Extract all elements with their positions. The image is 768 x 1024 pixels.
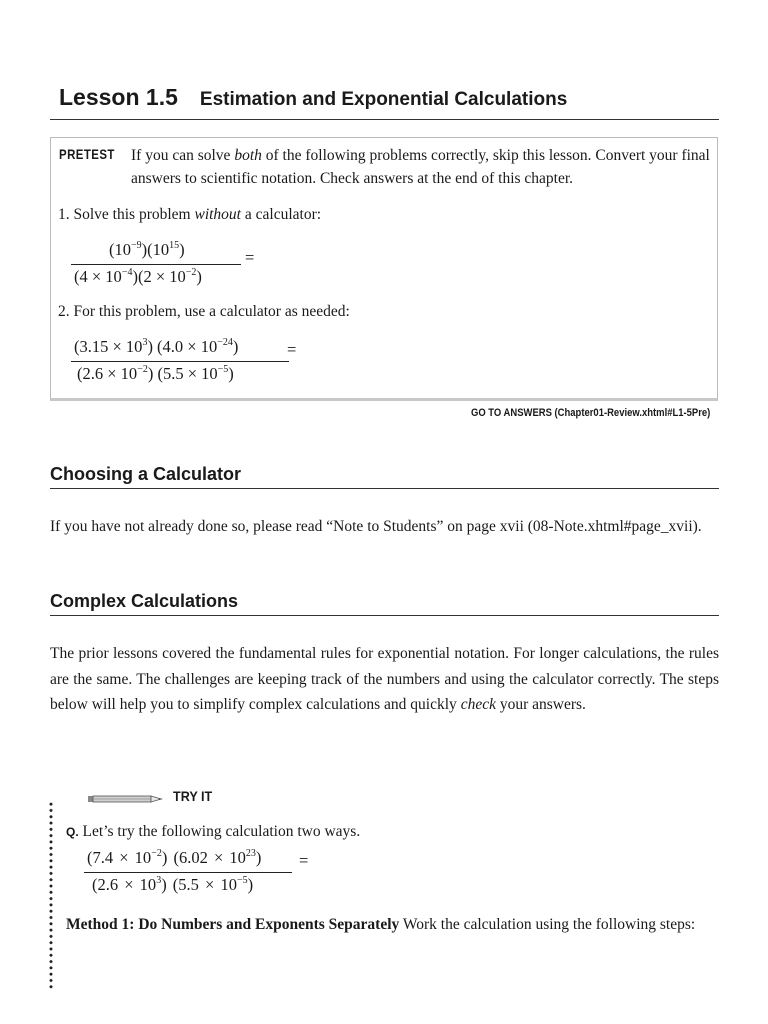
section-title-choosing: Choosing a Calculator bbox=[50, 464, 242, 484]
pretest-intro: If you can solve both of the following problems correctly, skip this lesson. Convert your final answers to scientific notation. Check answers at the end of this chapter. bbox=[131, 147, 710, 187]
try-it-dotted-border bbox=[49, 801, 53, 991]
header-rule bbox=[50, 119, 719, 120]
try-it-question: Q. Let’s try the following calculation two ways. bbox=[66, 823, 361, 840]
pretest-question-1: 1. Solve this problem without a calculator: bbox=[58, 206, 322, 223]
lesson-title: Estimation and Exponential Calculations bbox=[199, 89, 568, 110]
method-1-paragraph: Method 1: Do Numbers and Exponents Separately Work the calculation using the following steps: bbox=[66, 916, 696, 933]
complex-paragraph: The prior lessons covered the fundamental rules for exponential notation. For longer calculations, the rules are the same. The challenges are keeping track of the numbers and using the calculator correctly. The steps below will help you to simplify complex calculations and quickly check your answers. bbox=[50, 645, 719, 713]
lesson-header bbox=[59, 84, 719, 111]
pretest-question-2: 2. For this problem, use a calculator as needed: bbox=[58, 303, 350, 320]
pretest-box: PRETEST If you can solve both of the following problems correctly, skip this lesson. Convert your final answers to scientific notation. Check answers at the end of this chapter. 1. Solve this problem without a calculator: $(10^{-9})(10^{15})$ $(4 \times 10^{-4})(2 \times 10^{-2})$ = 2. For this problem, use a calculator as needed: $(3.15 \times 10^3)$ $(4.0 \times 10^{-24})$ $(2.6 \times 10^{-2})$ $(5.5 \times 10^{-5})$ = bbox=[50, 137, 718, 401]
go-to-answers-link[interactable]: GO TO ANSWERS (Chapter01-Review.xhtml#L1-5Pre) bbox=[470, 407, 710, 419]
pencil-icon bbox=[88, 795, 164, 803]
section-rule-choosing bbox=[50, 488, 719, 489]
pretest-label: PRETEST bbox=[59, 146, 115, 162]
section-rule-complex bbox=[50, 615, 719, 616]
try-it-label: TRY IT bbox=[173, 788, 213, 804]
lesson-number: Lesson 1.5 bbox=[59, 84, 178, 110]
section-title-complex: Complex Calculations bbox=[50, 591, 239, 611]
choosing-paragraph: If you have not already done so, please read “Note to Students” on page xvii (08-Note.xhtml#page_xvii). bbox=[50, 518, 702, 535]
